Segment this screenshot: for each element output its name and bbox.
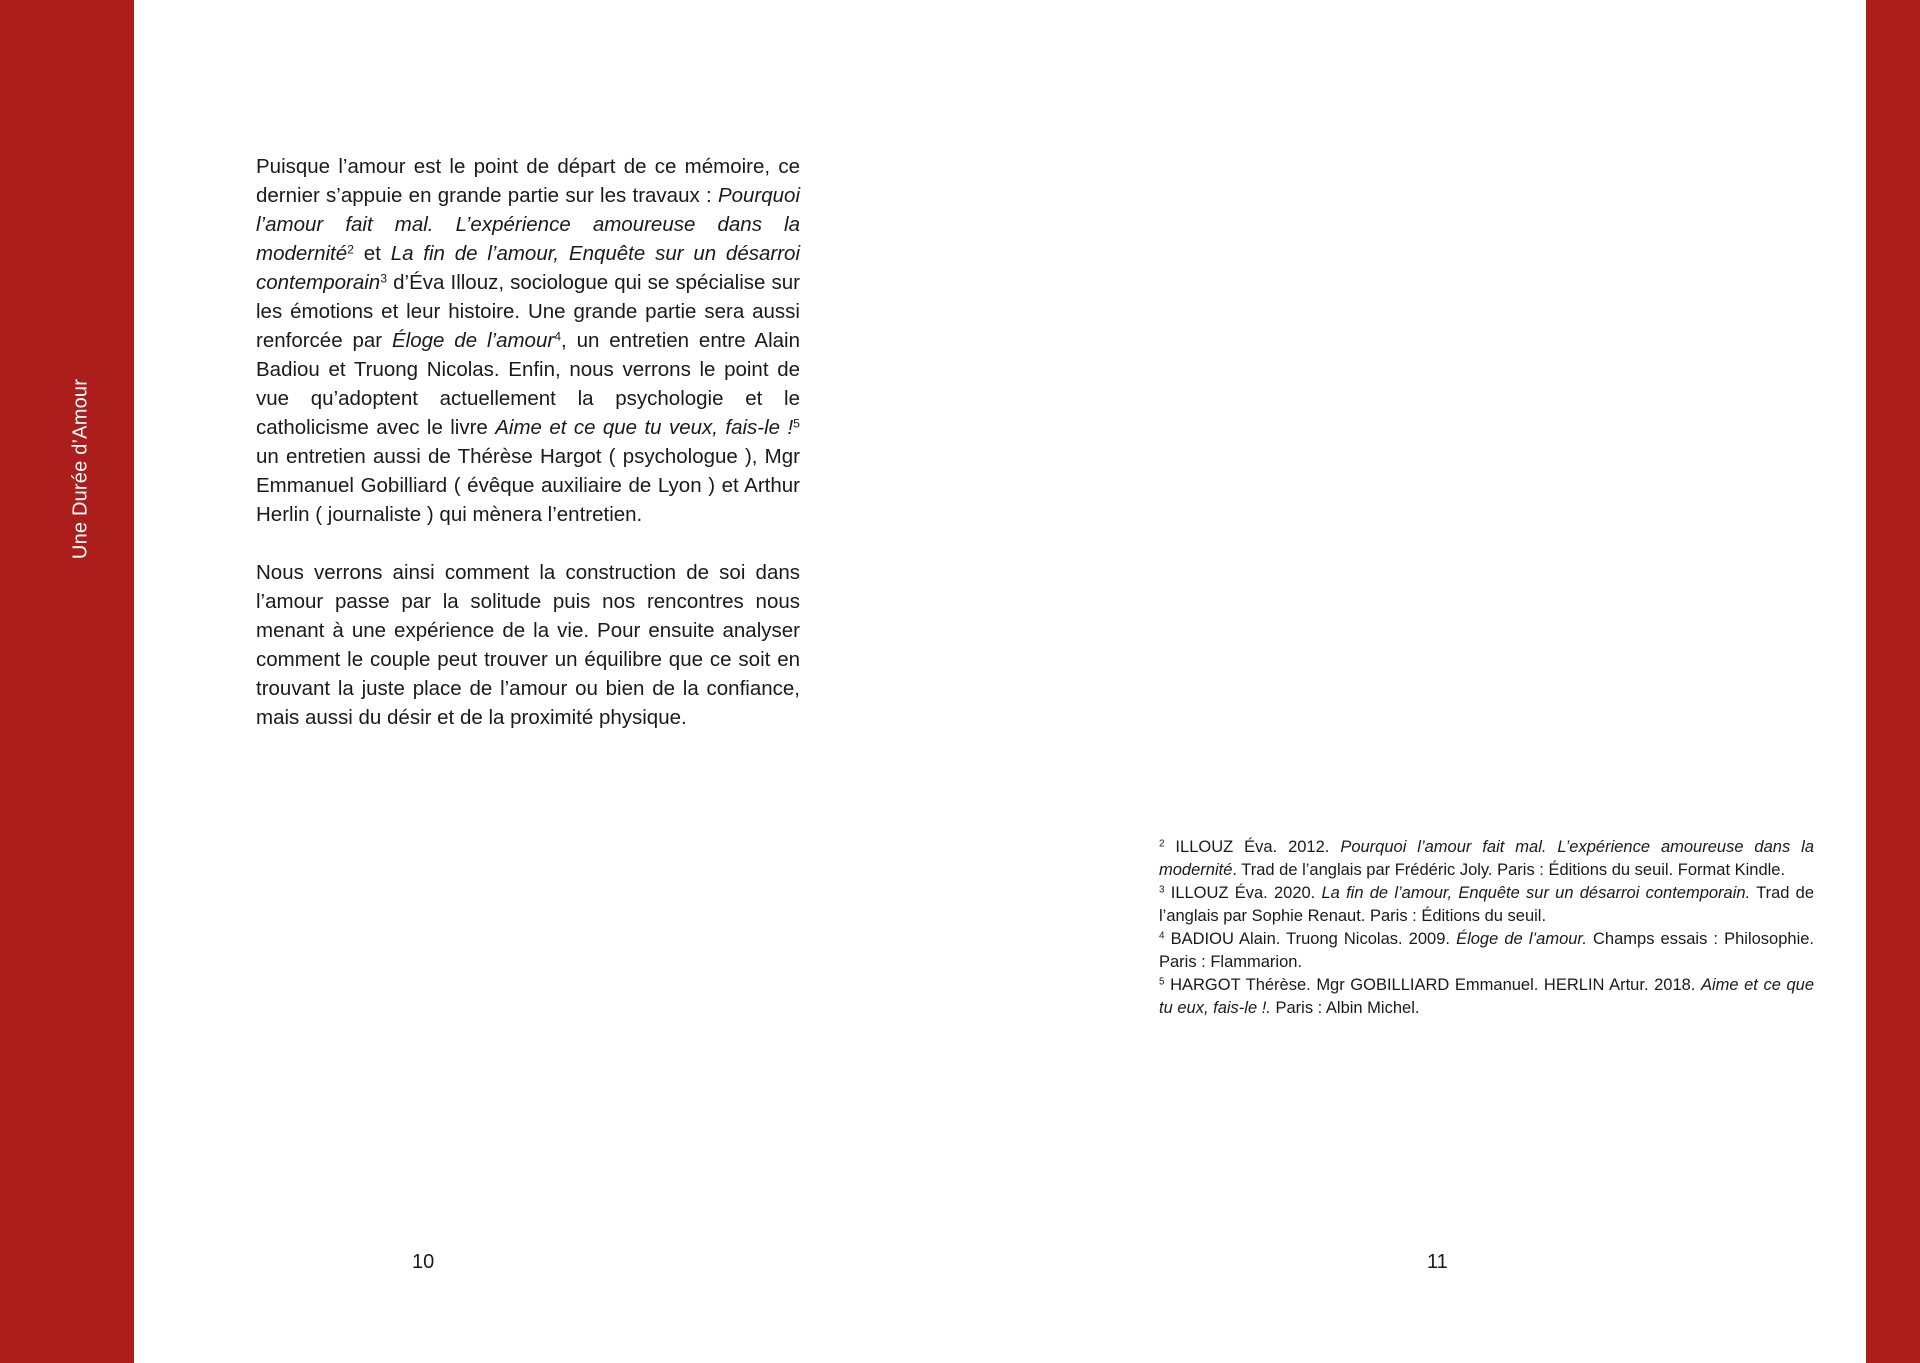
footnote-number: 4 — [1159, 930, 1165, 942]
footnote-ref: 5 — [793, 416, 800, 431]
footnote-ref: 3 — [380, 271, 388, 286]
footnote-number: 5 — [1159, 976, 1165, 988]
footnote-title: Éloge de l’amour. — [1456, 930, 1587, 948]
footnote-text: Paris : Albin Michel. — [1270, 999, 1420, 1017]
text-run: , un entretien entre Alain Badiou et Truong Nicolas. Enfin, nous verrons le point de vue qu’adoptent actuellement la psychologie et le catholicisme avec le livre — [256, 329, 800, 439]
book-title: Aime et ce que tu veux, fais-le ! — [495, 416, 794, 439]
footnote — [1159, 928, 1814, 974]
footnote-text: HARGOT Thérèse. Mgr GOBILLIARD Emmanuel. HERLIN Artur. 2018. — [1164, 976, 1701, 994]
footnote-number: 2 — [1159, 838, 1165, 850]
paragraph-2: Nous verrons ainsi comment la construction de soi dans l’amour passe par la solitude puis nos rencontres nous menant à une expérience de la vie. Pour ensuite analyser comment le couple peut trouver un équilibre que ce soit en trouvant la juste place de l’amour ou bien de la confiance, mais aussi du désir et de la proximité physique. — [256, 561, 800, 729]
footnote-title: La fin de l’amour, Enquête sur un désarroi contemporain. — [1321, 884, 1751, 902]
page-number-left: 10 — [412, 1251, 435, 1273]
text-run: et — [354, 242, 391, 265]
footnote — [1159, 836, 1814, 882]
footnote-number: 3 — [1159, 884, 1165, 896]
footnote — [1159, 974, 1814, 1020]
footnote-text: ILLOUZ Éva. 2020. — [1164, 884, 1322, 902]
right-color-band — [1866, 0, 1920, 1363]
footnote-ref: 4 — [554, 329, 562, 344]
footnote-ref: 2 — [347, 242, 355, 257]
running-title: Une Durée d’Amour — [69, 378, 92, 560]
footnotes — [1159, 836, 1814, 1020]
footnote — [1159, 882, 1814, 928]
footnote-title: Aime et ce que tu eux, fais-le !. — [1159, 976, 1814, 1017]
footnote-text: ILLOUZ Éva. 2012. — [1164, 838, 1341, 856]
left-color-band — [0, 0, 134, 1363]
page-number-right: 11 — [1427, 1251, 1448, 1273]
book-title: La fin de l’amour, Enquête sur un désarroi contemporain — [256, 242, 800, 294]
body-text — [256, 152, 800, 732]
book-title: Éloge de l’amour — [391, 329, 555, 352]
book-title: Pourquoi l’amour fait mal. L’expérience amoureuse dans la modernité — [256, 184, 800, 265]
text-run: Puisque l’amour est le point de départ de ce mémoire, ce dernier s’appuie en grande partie sur les travaux : — [256, 155, 800, 207]
footnote-title: Pourquoi l’amour fait mal. L’expérience amoureuse dans la modernité — [1159, 838, 1814, 879]
text-run: d’Éva Illouz, sociologue qui se spécialise sur les émotions et leur histoire. Une grande partie sera aussi renforcée par — [256, 271, 800, 352]
text-run: un entretien aussi de Thérèse Hargot ( psychologue ), Mgr Emmanuel Gobilliard ( évêque auxiliaire de Lyon ) et Arthur Herlin ( journaliste ) qui mènera l’entretien. — [256, 445, 800, 526]
footnote-text: Trad de l’anglais par Sophie Renaut. Paris : Éditions du seuil. — [1159, 884, 1814, 925]
footnote-text: . Trad de l’anglais par Frédéric Joly. Paris : Éditions du seuil. Format Kindle. — [1232, 861, 1786, 879]
footnote-text: Champs essais : Philosophie. Paris : Flammarion. — [1159, 930, 1814, 971]
footnote-text: BADIOU Alain. Truong Nicolas. 2009. — [1164, 930, 1457, 948]
paragraph-1 — [256, 152, 800, 529]
